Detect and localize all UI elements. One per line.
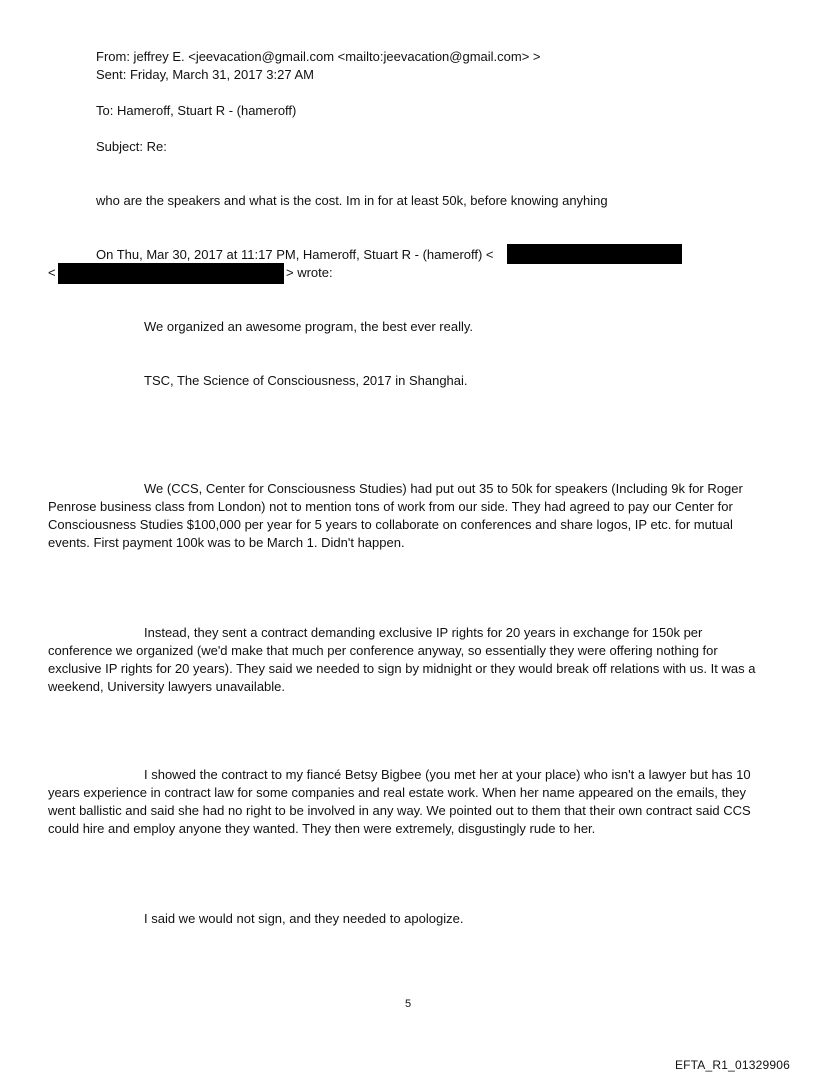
- quote-header-line-1: On Thu, Mar 30, 2017 at 11:17 PM, Hameroff, Stuart R - (hameroff) <: [96, 247, 494, 262]
- quote-header-line-2-end: > wrote:: [286, 265, 333, 280]
- document-id: EFTA_R1_01329906: [674, 1058, 790, 1072]
- page-number: 5: [404, 998, 412, 1010]
- redaction-box: [507, 244, 682, 264]
- quoted-paragraph: I showed the contract to my fiancé Betsy Bigbee (you met her at your place) who isn't a lawyer but has 10 years experience in contract law for some companies and real estate work. When her name appeared on the emails, they went ballistic and said she had no right to be involved in any way. We pointed out to them that their own contract said CCS could hire and employ anyone they wanted. They then were extremely, disgustingly rude to her.: [48, 767, 751, 836]
- reply-text: who are the speakers and what is the cost. Im in for at least 50k, before knowing anyhing: [96, 193, 608, 208]
- quoted-paragraph: TSC, The Science of Consciousness, 2017 in Shanghai.: [144, 373, 468, 388]
- sent-line: Sent: Friday, March 31, 2017 3:27 AM: [96, 67, 314, 82]
- to-line: To: Hameroff, Stuart R - (hameroff): [96, 103, 297, 118]
- quoted-paragraph: We (CCS, Center for Consciousness Studies) had put out 35 to 50k for speakers (Including 9k for Roger Penrose business class from London) not to mention tons of work from our side. They had agreed to pay our Center for Consciousness Studies $100,000 per year for 5 years to collaborate on conferences and share logos, IP etc. for mutual events. First payment 100k was to be March 1. Didn't happen.: [48, 481, 743, 550]
- quote-header-line-2-start: <: [48, 265, 56, 280]
- from-line: From: jeffrey E. <jeevacation@gmail.com <mailto:jeevacation@gmail.com> >: [96, 49, 541, 64]
- quoted-paragraph: Instead, they sent a contract demanding exclusive IP rights for 20 years in exchange for 150k per conference we organized (we'd make that much per conference anyway, so essentially they were offering nothing for exclusive IP rights for 20 years). They said we needed to sign by midnight or they would break off relations with us. It was a weekend, University lawyers unavailable.: [48, 625, 756, 694]
- quoted-paragraph: I said we would not sign, and they needed to apologize.: [144, 911, 464, 926]
- redaction-box: [58, 263, 284, 284]
- quoted-paragraph: We organized an awesome program, the best ever really.: [144, 319, 474, 334]
- subject-line: Subject: Re:: [96, 139, 167, 154]
